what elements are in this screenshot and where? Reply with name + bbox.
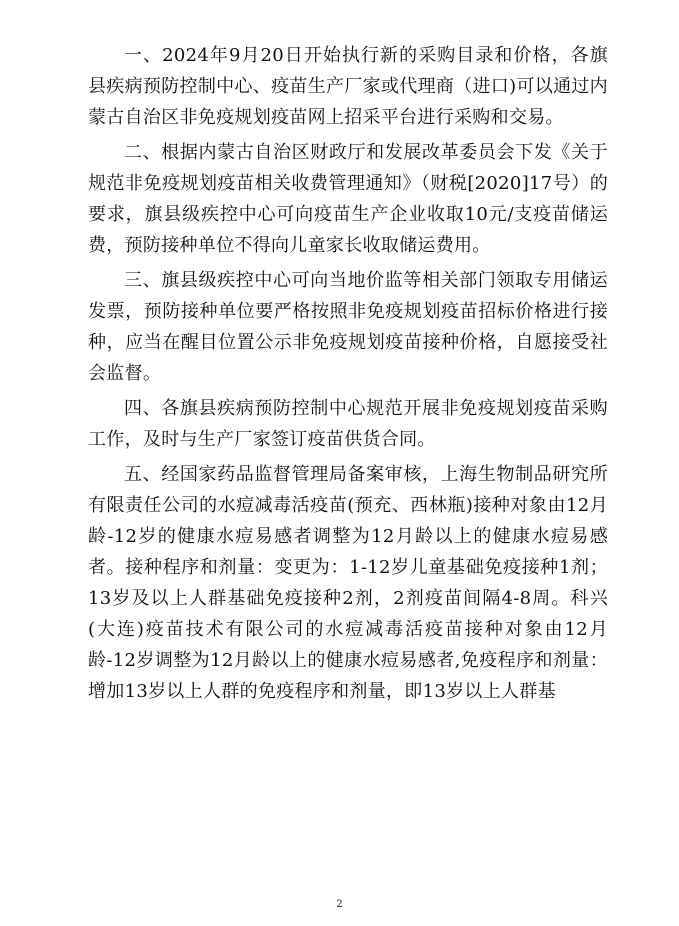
paragraph-1: 一、2024年9月20日开始执行新的采购目录和价格，各旗县疾病预防控制中心、疫苗生产厂家或代理商（进口)可以通过内蒙古自治区非免疫规划疫苗网上招采平台进行采购和交易。 <box>88 45 608 128</box>
paragraph-4: 四、各旗县疾病预防控制中心规范开展非免疫规划疫苗采购工作，及时与生产厂家签订疫苗供货合同。 <box>88 398 608 450</box>
paragraph-3: 三、旗县级疾控中心可向当地价监等相关部门领取专用储运发票，预防接种单位要严格按照非免疫规划疫苗招标价格进行接种，应当在醒目位置公示非免疫规划疫苗接种价格，自愿接受社会监督。 <box>88 270 608 384</box>
paragraph-2: 二、根据内蒙古自治区财政厅和发展改革委员会下发《关于规范非免疫规划疫苗相关收费管理通知》（财税[2020]17号）的要求，旗县级疾控中心可向疫苗生产企业收取10元/支疫苗储运费，预防接种单位不得向儿童家长收取储运费用。 <box>88 142 608 256</box>
page-number: 2 <box>336 899 343 910</box>
paragraph-5: 五、经国家药品监督管理局备案审核，上海生物制品研究所有限责任公司的水痘减毒活疫苗(预充、西林瓶)接种对象由12月龄-12岁的健康水痘易感者调整为12月龄以上的健康水痘易感者。接种程序和剂量：变更为：1-12岁儿童基础免疫接种1剂；13岁及以上人群基础免疫接种2剂，2剂疫苗间隔4-8周。科兴(大连)疫苗技术有限公司的水痘减毒活疫苗接种对象由12月龄-12岁调整为12月龄以上的健康水痘易感者,免疫程序和剂量：增加13岁以上人群的免疫程序和剂量，即13岁以上人群基 <box>88 464 608 702</box>
document-body <box>88 40 608 711</box>
